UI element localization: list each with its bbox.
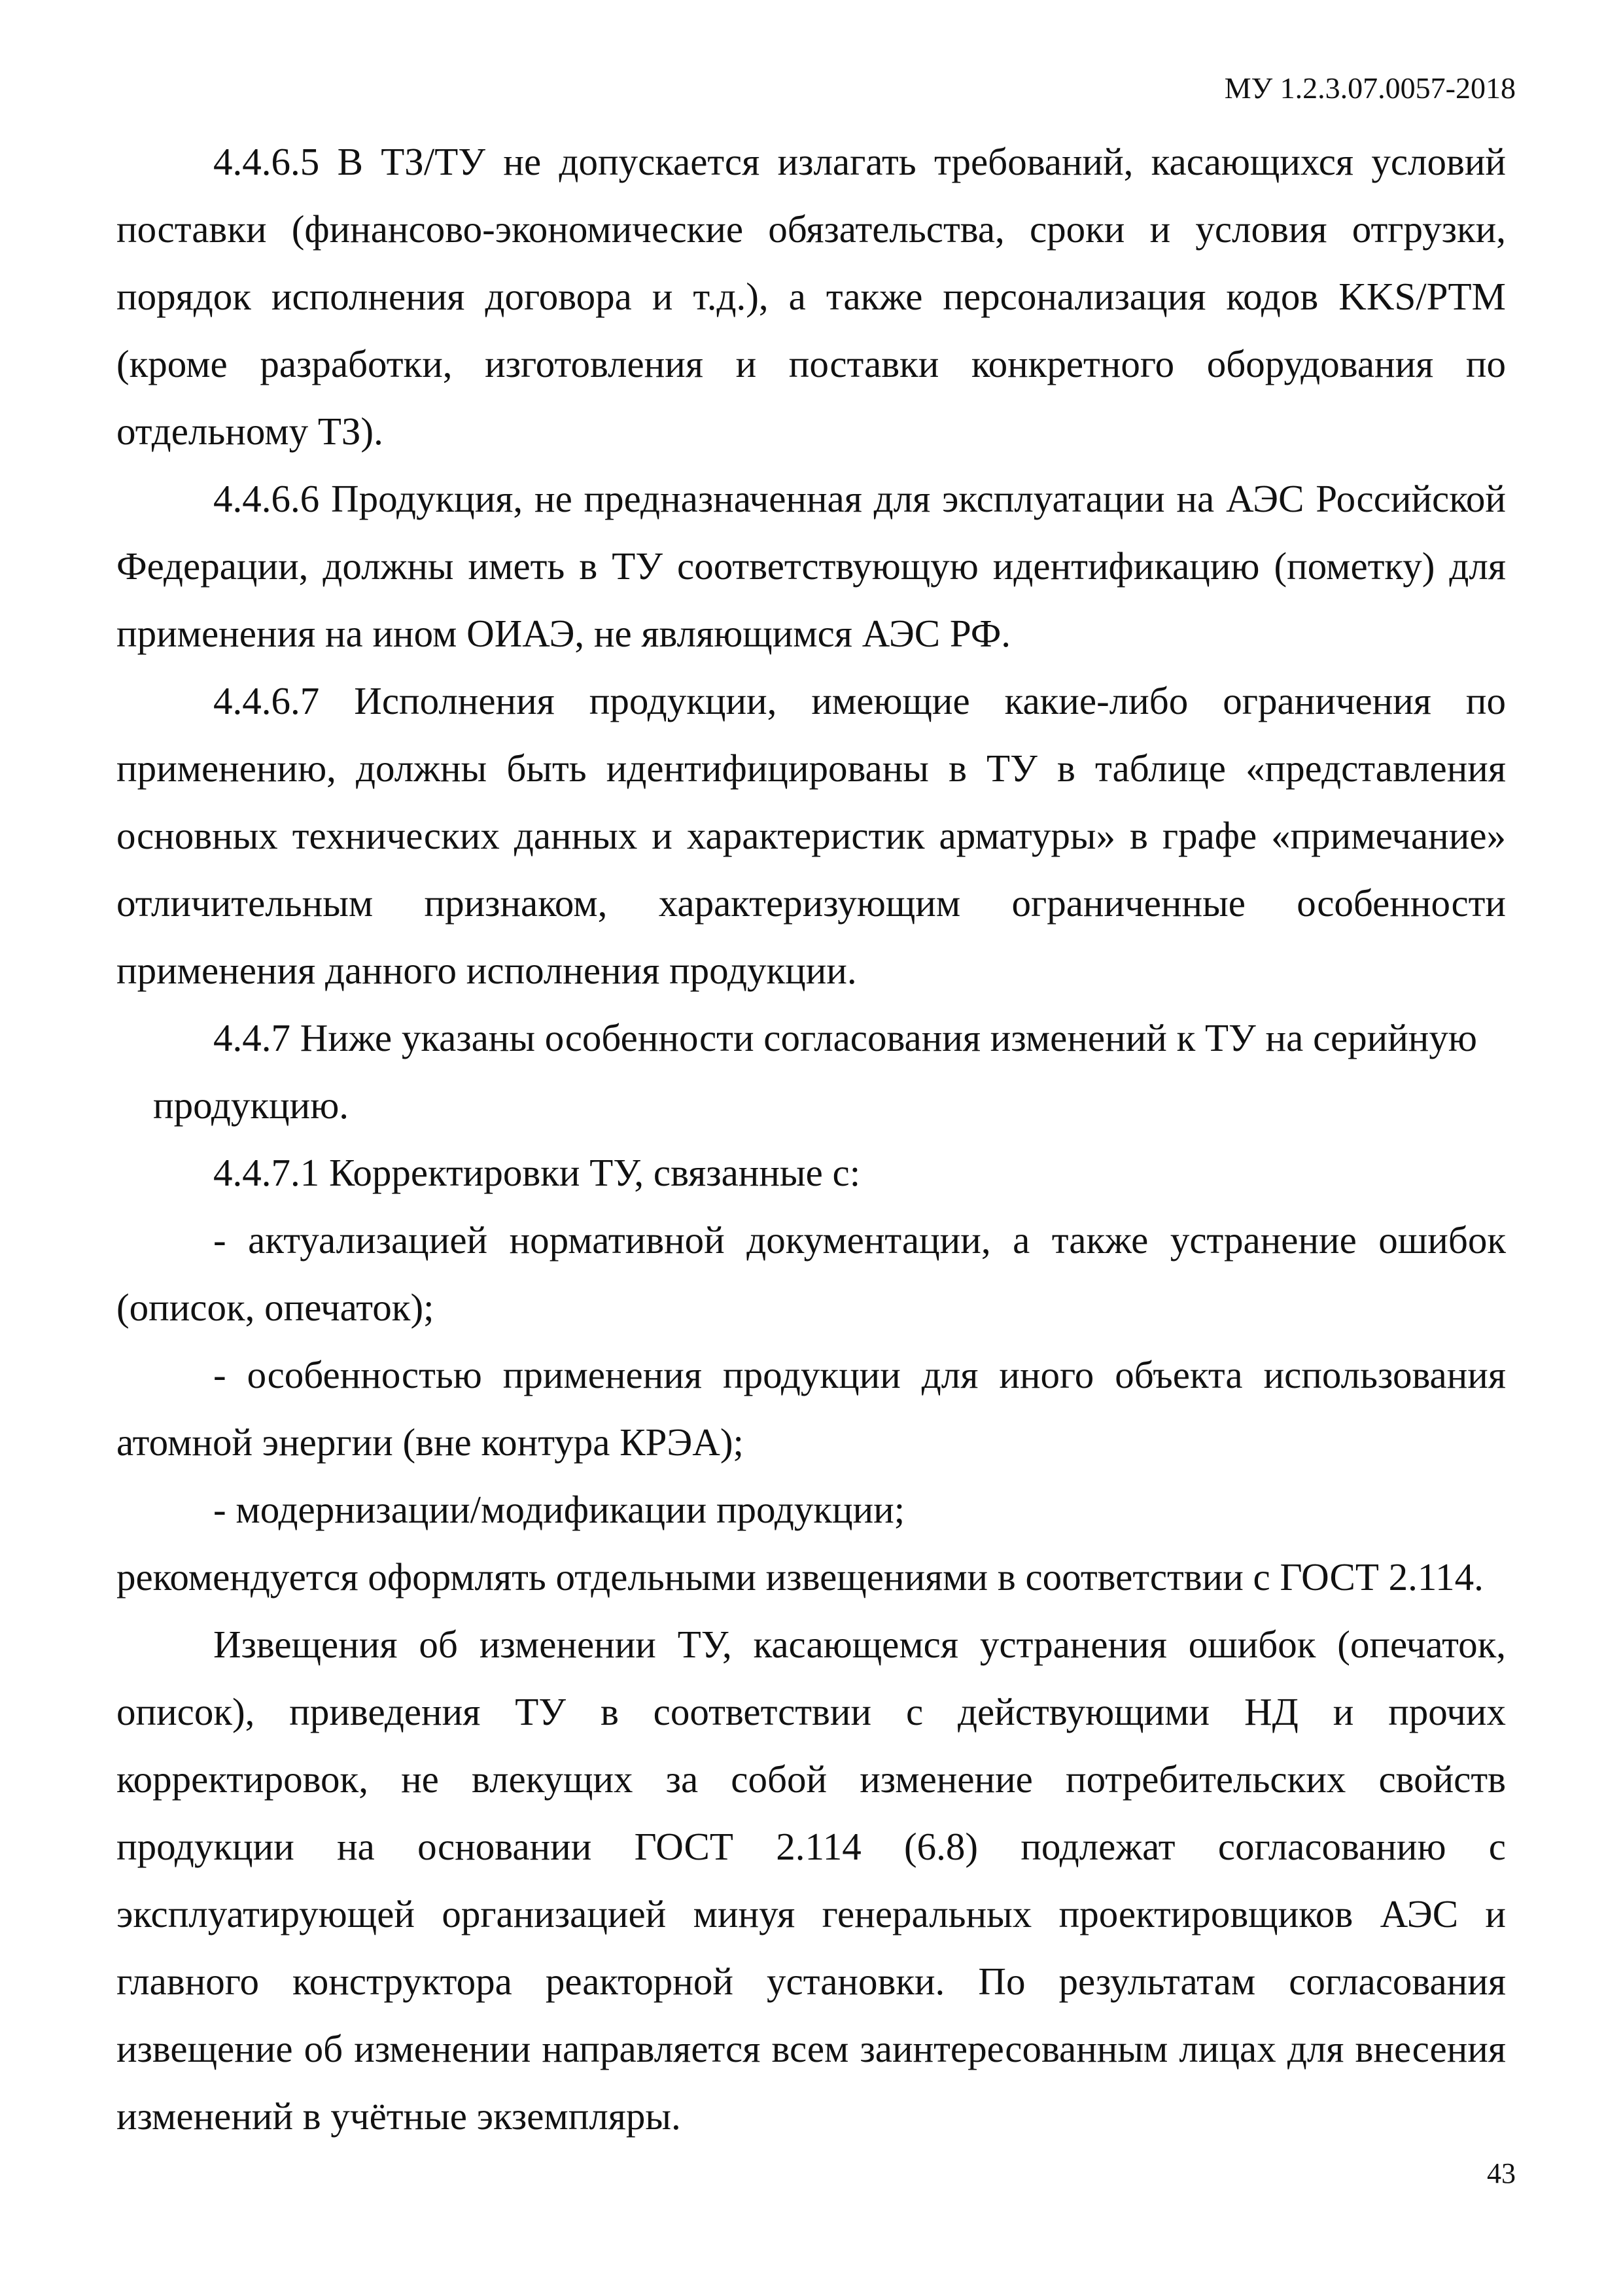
paragraph-4-4-7-continuation [116,1072,1506,1139]
paragraph-4-4-6-7: 4.4.6.7 Исполнения продукции, имеющие какие-либо ограничения по применению, должны быть идентифицированы в ТУ в таблице «представления основных технических данных и характеристик арматуры» в графе «примечание» отличительным признаком, характеризующим ограниченные особенности применения данного исполнения продукции. [116,679,1506,992]
page-number: 43 [1487,2157,1516,2189]
paragraph-notices: Извещения об изменении ТУ, касающемся устранения ошибок (опечаток, описок), приведения ТУ в соответствии с действующими НД и прочих корректировок, не влекущих за собой изменение потребительских свойств продукции на основании ГОСТ 2.114 (6.8) подлежат согласованию с эксплуатирующей организацией минуя генеральных проектировщиков АЭС и главного конструктора реакторной установки. По результатам согласования извещение об изменении направляется всем заинтересованным лицах для внесения изменений в учётные экземпляры. [116,1623,1506,2138]
list-item-modernization: - модернизации/модификации продукции; [213,1488,905,1531]
paragraph-4-4-6-5: 4.4.6.5 В ТЗ/ТУ не допускается излагать требований, касающихся условий поставки (финансово-экономические обязательства, сроки и условия отгрузки, порядок исполнения договора и т.д.), а также персонализация кодов KKS/PTM (кроме разработки, изготовления и поставки конкретного оборудования по отдельному ТЗ). [116,140,1506,453]
list-item-actualization: - актуализацией нормативной документации, а также устранение ошибок (описок, опечаток); [116,1218,1506,1329]
body-text [116,128,1506,2150]
document-code: МУ 1.2.3.07.0057-2018 [1224,71,1516,105]
paragraph-recommendation: рекомендуется оформлять отдельными извещениями в соответствии с ГОСТ 2.114. [116,1555,1484,1598]
paragraph-4-4-7: 4.4.7 Ниже указаны особенности согласования изменений к ТУ на серийную [213,1016,1477,1059]
paragraph-4-4-7-1: 4.4.7.1 Корректировки ТУ, связанные с: [213,1151,861,1194]
paragraph-4-4-6-6: 4.4.6.6 Продукция, не предназначенная для эксплуатации на АЭС Российской Федерации, должны иметь в ТУ соответствующую идентификацию (пометку) для применения на ином ОИАЭ, не являющимся АЭС РФ. [116,477,1506,655]
continued-line: продукцию. [153,1084,349,1127]
list-item-other-object: - особенностью применения продукции для иного объекта использования атомной энергии (вне контура КРЭА); [116,1353,1506,1464]
